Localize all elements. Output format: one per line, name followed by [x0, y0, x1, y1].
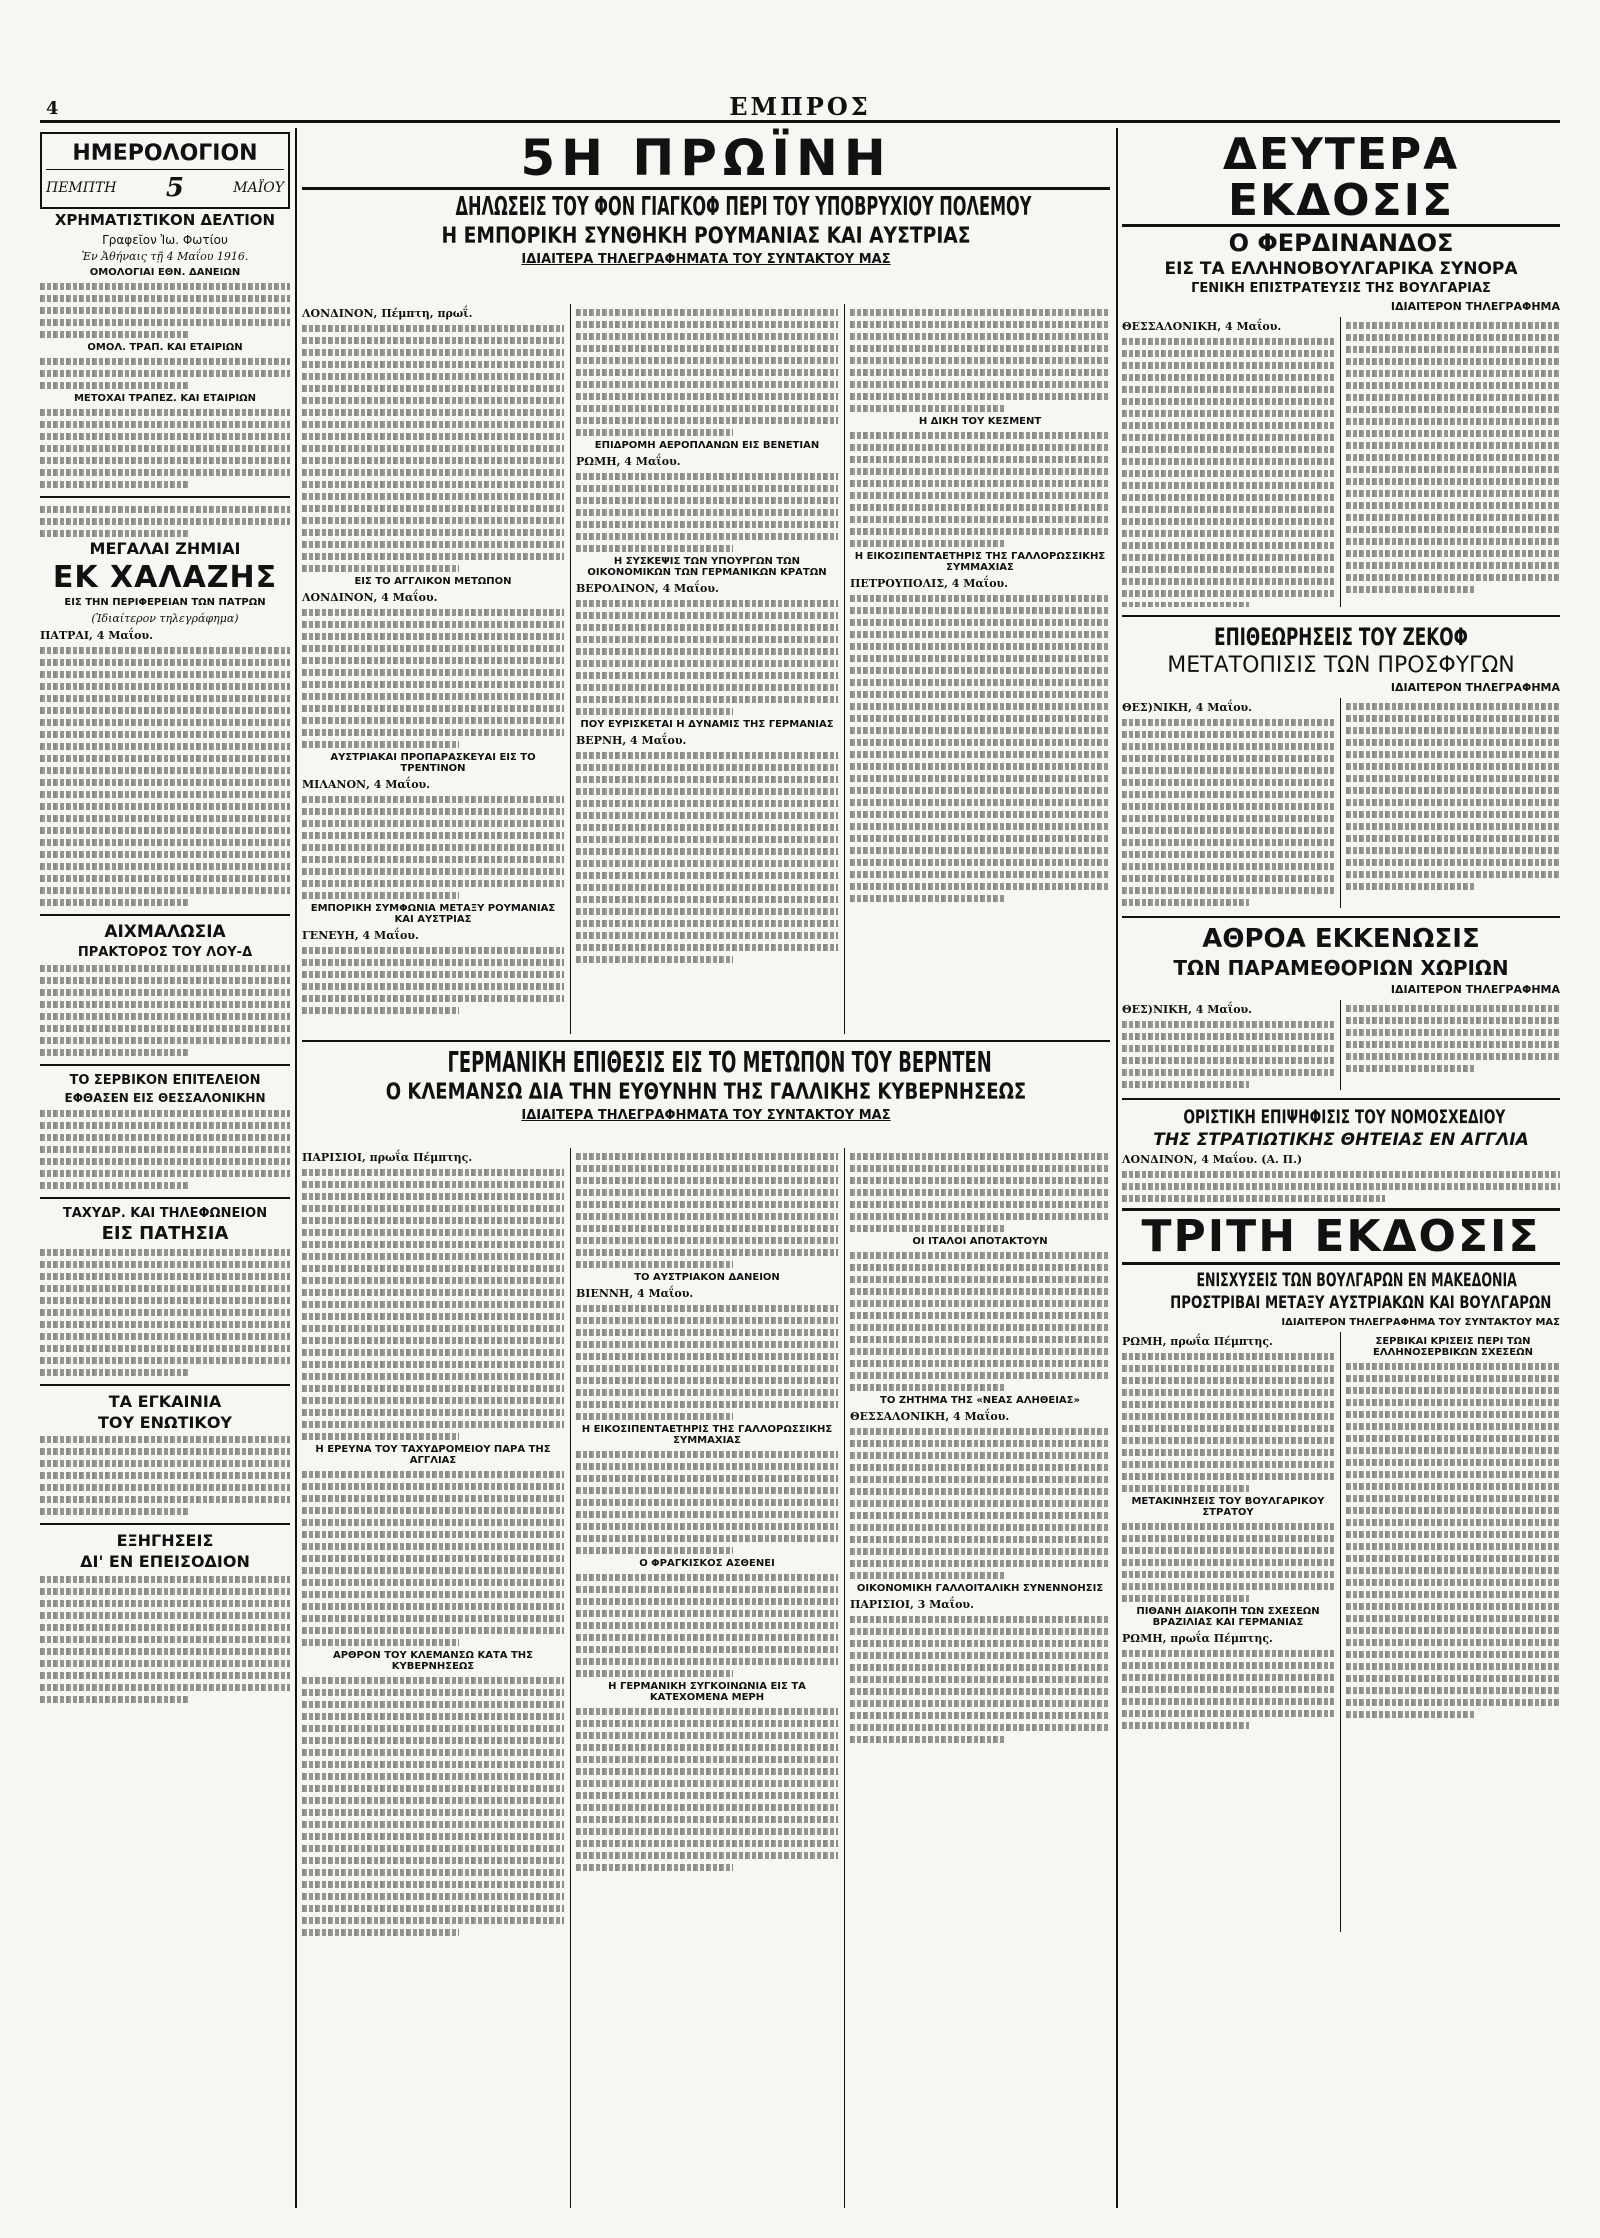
special-tel-4: ΙΔΙΑΙΤΕΡΟΝ ΤΗΛΕΓΡΑΦΗΜΑ ΤΟΥ ΣΥΝΤΑΚΤΟΥ ΜΑΣ [1281, 1317, 1560, 1329]
rome-dateline: ΡΩΜΗ, 4 Μαΐου. [576, 455, 681, 468]
vienna-dateline: ΒΙΕΝΝΗ, 4 Μαΐου. [576, 1287, 694, 1300]
headline-clemenceau: Ο ΚΛΕΜΑΝΣΩ ΔΙΑ ΤΗΝ ΕΥΘΥΝΗΝ ΤΗΣ ΓΑΛΛΙΚΗΣ ΚΥΒΕΡΝΗΣΕΩΣ [385, 1080, 1027, 1106]
calendar-date: 5 [165, 173, 184, 204]
newspaper-page [40, 28, 1560, 2208]
paris3-dateline: ΠΑΡΙΣΙΟΙ, 3 Μαΐου. [850, 1598, 974, 1611]
h-anniv2: Η ΕΙΚΟΣΙΠΕΝΤΑΕΤΗΡΙΣ ΤΗΣ ΓΑΛΛΟΡΩΣΣΙΚΗΣ ΣΥΜΜΑΧΙΑΣ [581, 1424, 833, 1446]
mac-title: ΕΝΙΣΧΥΣΕΙΣ ΤΩΝ ΒΟΥΛΓΑΡΩΝ ΕΝ ΜΑΚΕΔΟΝΙΑ [1196, 1269, 1517, 1292]
exchange-credit: Γραφεῖον Ἰω. Φωτίου [102, 232, 228, 247]
h-truth: ΤΟ ΖΗΤΗΜΑ ΤΗΣ «ΝΕΑΣ ΑΛΗΘΕΙΑΣ» [880, 1395, 1080, 1406]
c4-london-dateline: ΛΟΝΔΙΝΟΝ, 4 Μαΐου. (Α. Π.) [1122, 1153, 1303, 1167]
exchange-sub2: ΟΜΟΛ. ΤΡΑΠ. ΚΑΙ ΕΤΑΙΡΙΩΝ [87, 341, 243, 353]
column-middle [302, 128, 1110, 2208]
bill-sub: ΤΗΣ ΣΤΡΑΤΙΩΤΙΚΗΣ ΘΗΤΕΙΑΣ ΕΝ ΑΓΓΛΙΑ [1153, 1129, 1529, 1150]
h-econ: ΟΙΚΟΝΟΜΙΚΗ ΓΑΛΛΟΙΤΑΛΙΚΗ ΣΥΝΕΝΝΟΗΣΙΣ [856, 1583, 1104, 1594]
h-english-front: ΕΙΣ ΤΟ ΑΓΓΛΙΚΟΝ ΜΕΤΩΠΟΝ [354, 576, 512, 587]
hail-dateline: ΠΑΤΡΑΙ, 4 Μαΐου. [40, 629, 153, 643]
exchange-sub3: ΜΕΤΟΧΑΙ ΤΡΑΠΕΖ. ΚΑΙ ΕΤΑΙΡΙΩΝ [73, 392, 257, 404]
bill-title: ΟΡΙΣΤΙΚΗ ΕΠΙΨΗΦΙΣΙΣ ΤΟΥ ΝΟΜΟΣΧΕΔΙΟΥ [1183, 1105, 1506, 1128]
expl-title: ΕΞΗΓΗΣΕΙΣ [116, 1531, 214, 1551]
paris-dateline: ΠΑΡΙΣΙΟΙ, πρωΐα Πέμπτης. [302, 1151, 473, 1164]
h-austrian-loan: ΤΟ ΑΥΣΤΡΙΑΚΟΝ ΔΑΝΕΙΟΝ [634, 1272, 780, 1283]
h-serb-crisis: ΣΕΡΒΙΚΑΙ ΚΡΙΣΕΙΣ ΠΕΡΙ ΤΩΝ ΕΛΛΗΝΟΣΕΡΒΙΚΩΝ ΣΧΕΣΕΩΝ [1373, 1336, 1533, 1359]
special-tel-3: ΙΔΙΑΙΤΕΡΟΝ ΤΗΛΕΓΡΑΦΗΜΑ [1390, 982, 1560, 996]
h-mail: Η ΕΡΕΥΝΑ ΤΟΥ ΤΑΧΥΔΡΟΜΕΙΟΥ ΠΑΡΑ ΤΗΣ ΑΓΓΛΙΑΣ [315, 1444, 551, 1466]
inaug-title: ΤΑ ΕΓΚΑΙΝΙΑ [108, 1391, 222, 1411]
bern-dateline: ΒΕΡΝΗ, 4 Μαΐου. [576, 734, 687, 747]
zekof-sub: ΜΕΤΑΤΟΠΙΣΙΣ ΤΩΝ ΠΡΟΣΦΥΓΩΝ [1167, 653, 1515, 679]
headline-verdun: ΓΕΡΜΑΝΙΚΗ ΕΠΙΘΕΣΙΣ ΕΙΣ ΤΟ ΜΕΤΩΠΟΝ ΤΟΥ ΒΕΡΝΤΕΝ [447, 1046, 992, 1079]
c4-thess2-dateline: ΘΕΣ)ΝΙΚΗ, 4 Μαΐου. [1122, 701, 1253, 715]
pow-sub: ΠΡΑΚΤΟΡΟΣ ΤΟΥ ΛΟΥ-Δ [77, 944, 253, 960]
h-anniv: Η ΕΙΚΟΣΙΠΕΝΤΑΕΤΗΡΙΣ ΤΗΣ ΓΑΛΛΟΡΩΣΣΙΚΗΣ ΣΥΜΜΑΧΙΑΣ [854, 551, 1106, 573]
h-brazil: ΠΙΘΑΝΗ ΔΙΑΚΟΠΗ ΤΩΝ ΣΧΕΣΕΩΝ ΒΡΑΖΙΛΙΑΣ ΚΑΙ ΓΕΡΜΑΝΙΑΣ [1136, 1606, 1320, 1629]
h-moves: ΜΕΤΑΚΙΝΗΣΕΙΣ ΤΟΥ ΒΟΥΛΓΑΡΙΚΟΥ ΣΤΡΑΤΟΥ [1131, 1496, 1325, 1519]
geneva-dateline: ΓΕΝΕΥΗ, 4 Μαΐου. [302, 929, 419, 942]
calendar-title: ΗΜΕΡΟΛΟΓΙΟΝ [72, 141, 258, 166]
london2-dateline: ΛΟΝΔΙΝΟΝ, 4 Μαΐου. [302, 591, 438, 604]
special-telegrams-2: ΙΔΙΑΙΤΕΡΑ ΤΗΛΕΓΡΑΦΗΜΑΤΑ ΤΟΥ ΣΥΝΤΑΚΤΟΥ ΜΑΣ [521, 1108, 891, 1124]
column-left [40, 128, 290, 2208]
calendar-day: ΠΕΜΠΤΗ [46, 180, 117, 197]
calendar-box [40, 132, 290, 209]
petro-dateline: ΠΕΤΡΟΥΠΟΛΙΣ, 4 Μαΐου. [850, 577, 1008, 590]
h-clem-article: ΑΡΘΡΟΝ ΤΟΥ ΚΛΕΜΑΝΣΩ ΚΑΤΑ ΤΗΣ ΚΥΒΕΡΝΗΣΕΩΣ [332, 1650, 534, 1672]
edition-label: 5Η ΠΡΩΪΝΗ [302, 132, 1110, 190]
expl-sub: ΔΙ' ΕΝ ΕΠΕΙΣΟΔΙΟΝ [80, 1552, 250, 1572]
newspaper-title: ΕΜΠΡΟΣ [729, 92, 871, 121]
hail-credit: (Ἰδιαίτερον τηλεγράφημα) [91, 612, 239, 626]
serb-sub: ΕΦΘΑΣΕΝ ΕΙΣ ΘΕΣΣΑΛΟΝΙΚΗΝ [64, 1091, 266, 1106]
pow-title: ΑΙΧΜΑΛΩΣΙΑ [104, 922, 226, 943]
evac-sub: ΤΩΝ ΠΑΡΑΜΕΘΟΡΙΩΝ ΧΩΡΙΩΝ [1173, 955, 1509, 980]
exchange-date: Ἐν Ἀθήναις τῇ 4 Μαΐου 1916. [81, 249, 249, 263]
h-council: Η ΣΥΣΚΕΨΙΣ ΤΩΝ ΥΠΟΥΡΓΩΝ ΤΩΝ ΟΙΚΟΝΟΜΙΚΩΝ ΤΩΝ ΓΕΡΜΑΝΙΚΩΝ ΚΡΑΤΩΝ [587, 556, 827, 578]
c4-rome2-dateline: ΡΩΜΗ, πρωΐα Πέμπτης. [1122, 1632, 1273, 1646]
exchange-title: ΧΡΗΜΑΤΙΣΤΙΚΟΝ ΔΕΛΤΙΟΝ [54, 211, 276, 230]
h-austrian-prep: ΑΥΣΤΡΙΑΚΑΙ ΠΡΟΠΑΡΑΣΚΕΥΑΙ ΕΙΣ ΤΟ ΤΡΕΝΤΙΝΟΝ [330, 752, 536, 774]
masthead [40, 28, 1560, 123]
calendar-month: ΜΑΪΟΥ [233, 180, 284, 197]
special-telegrams: ΙΔΙΑΙΤΕΡΑ ΤΗΛΕΓΡΑΦΗΜΑΤΑ ΤΟΥ ΣΥΝΤΑΚΤΟΥ ΜΑΣ [521, 251, 891, 267]
hail-title: ΕΚ ΧΑΛΑΖΗΣ [52, 559, 278, 595]
exchange-sub1: ΟΜΟΛΟΓΙΑΙ ΕΘΝ. ΔΑΝΕΙΩΝ [89, 266, 241, 278]
hail-kicker: ΜΕΓΑΛΑΙ ΖΗΜΙΑΙ [89, 538, 241, 558]
evac-title: ΑΘΡΟΑ ΕΚΚΕΝΩΣΙΣ [1202, 924, 1480, 955]
c4-thess3-dateline: ΘΕΣ)ΝΙΚΗ, 4 Μαΐου. [1122, 1002, 1253, 1016]
zekof-title: ΕΠΙΘΕΩΡΗΣΕΙΣ ΤΟΥ ΖΕΚΟΦ [1214, 623, 1468, 652]
h-where-force: ΠΟΥ ΕΥΡΙΣΚΕΤΑΙ Η ΔΥΝΑΜΙΣ ΤΗΣ ΓΕΡΜΑΝΙΑΣ [580, 719, 834, 730]
column-right [1122, 128, 1560, 2208]
h-ger-comm: Η ΓΕΡΜΑΝΙΚΗ ΣΥΓΚΟΙΝΩΝΙΑ ΕΙΣ ΤΑ ΚΑΤΕΧΟΜΕΝΑ ΜΕΡΗ [608, 1681, 806, 1703]
special-tel: ΙΔΙΑΙΤΕΡΟΝ ΤΗΛΕΓΡΑΦΗΜΑ [1390, 300, 1560, 314]
serb-title: ΤΟ ΣΕΡΒΙΚΟΝ ΕΠΙΤΕΛΕΙΟΝ [69, 1072, 261, 1088]
hail-sub: ΕΙΣ ΤΗΝ ΠΕΡΙΦΕΡΕΙΑΝ ΤΩΝ ΠΑΤΡΩΝ [64, 597, 266, 609]
h-trade-pact: ΕΜΠΟΡΙΚΗ ΣΥΜΦΩΝΙΑ ΜΕΤΑΞΥ ΡΟΥΜΑΝΙΑΣ ΚΑΙ ΑΥΣΤΡΙΑΣ [310, 903, 556, 925]
c4-thess-dateline: ΘΕΣΣΑΛΟΝΙΚΗ, 4 Μαΐου. [1122, 320, 1282, 334]
london-dateline: ΛΟΝΔΙΝΟΝ, Πέμπτη, πρωΐ. [302, 307, 473, 320]
mac-sub: ΠΡΟΣΤΡΙΒΑΙ ΜΕΤΑΞΥ ΑΥΣΤΡΙΑΚΩΝ ΚΑΙ ΒΟΥΛΓΑΡΩΝ [1170, 1293, 1552, 1314]
second-edition: ΔΕΥΤΕΡΑ ΕΚΔΟΣΙΣ [1122, 132, 1560, 227]
ferd-sub2: ΓΕΝΙΚΗ ΕΠΙΣΤΡΑΤΕΥΣΙΣ ΤΗΣ ΒΟΥΛΓΑΡΙΑΣ [1191, 281, 1491, 297]
h-franz: Ο ΦΡΑΓΚΙΣΚΟΣ ΑΣΘΕΝΕΙ [639, 1558, 775, 1569]
berlin-dateline: ΒΕΡΟΛΙΝΟΝ, 4 Μαΐου. [576, 582, 719, 595]
milan-dateline: ΜΙΛΑΝΟΝ, 4 Μαΐου. [302, 778, 430, 791]
ferd-title: Ο ΦΕΡΔΙΝΑΝΔΟΣ [1228, 229, 1454, 258]
special-tel-2: ΙΔΙΑΙΤΕΡΟΝ ΤΗΛΕΓΡΑΦΗΜΑ [1390, 681, 1560, 695]
third-edition: ΤΡΙΤΗ ΕΚΔΟΣΙΣ [1122, 1208, 1560, 1265]
thess-dateline: ΘΕΣΣΑΛΟΝΙΚΗ, 4 Μαΐου. [850, 1410, 1010, 1423]
c4-rome-dateline: ΡΩΜΗ, πρωΐα Πέμπτης. [1122, 1335, 1273, 1349]
h-airplanes: ΕΠΙΔΡΟΜΗ ΑΕΡΟΠΛΑΝΩΝ ΕΙΣ ΒΕΝΕΤΙΑΝ [594, 440, 820, 451]
headline-jagow: ΔΗΛΩΣΕΙΣ ΤΟΥ ΦΟΝ ΓΙΑΓΚΟΦ ΠΕΡΙ ΤΟΥ ΥΠΟΒΡΥΧΙΟΥ ΠΟΛΕΜΟΥ [455, 191, 1032, 222]
post-sub: ΕΙΣ ΠΑΤΗΣΙΑ [101, 1222, 229, 1244]
ferd-sub: ΕΙΣ ΤΑ ΕΛΛΗΝΟΒΟΥΛΓΑΡΙΚΑ ΣΥΝΟΡΑ [1164, 258, 1518, 279]
page-number: 4 [46, 98, 59, 119]
inaug-sub: ΤΟΥ ΕΝΩΤΙΚΟΥ [97, 1412, 233, 1432]
h-italians: ΟΙ ΙΤΑΛΟΙ ΑΠΟΤΑΚΤΟΥΝ [912, 1236, 1048, 1247]
post-title: ΤΑΧΥΔΡ. ΚΑΙ ΤΗΛΕΦΩΝΕΙΟΝ [62, 1206, 268, 1222]
headline-trade: Η ΕΜΠΟΡΙΚΗ ΣΥΝΘΗΚΗ ΡΟΥΜΑΝΙΑΣ ΚΑΙ ΑΥΣΤΡΙΑΣ [441, 223, 971, 249]
h-trial: Η ΔΙΚΗ ΤΟΥ ΚΕΣΜΕΝΤ [918, 416, 1042, 427]
